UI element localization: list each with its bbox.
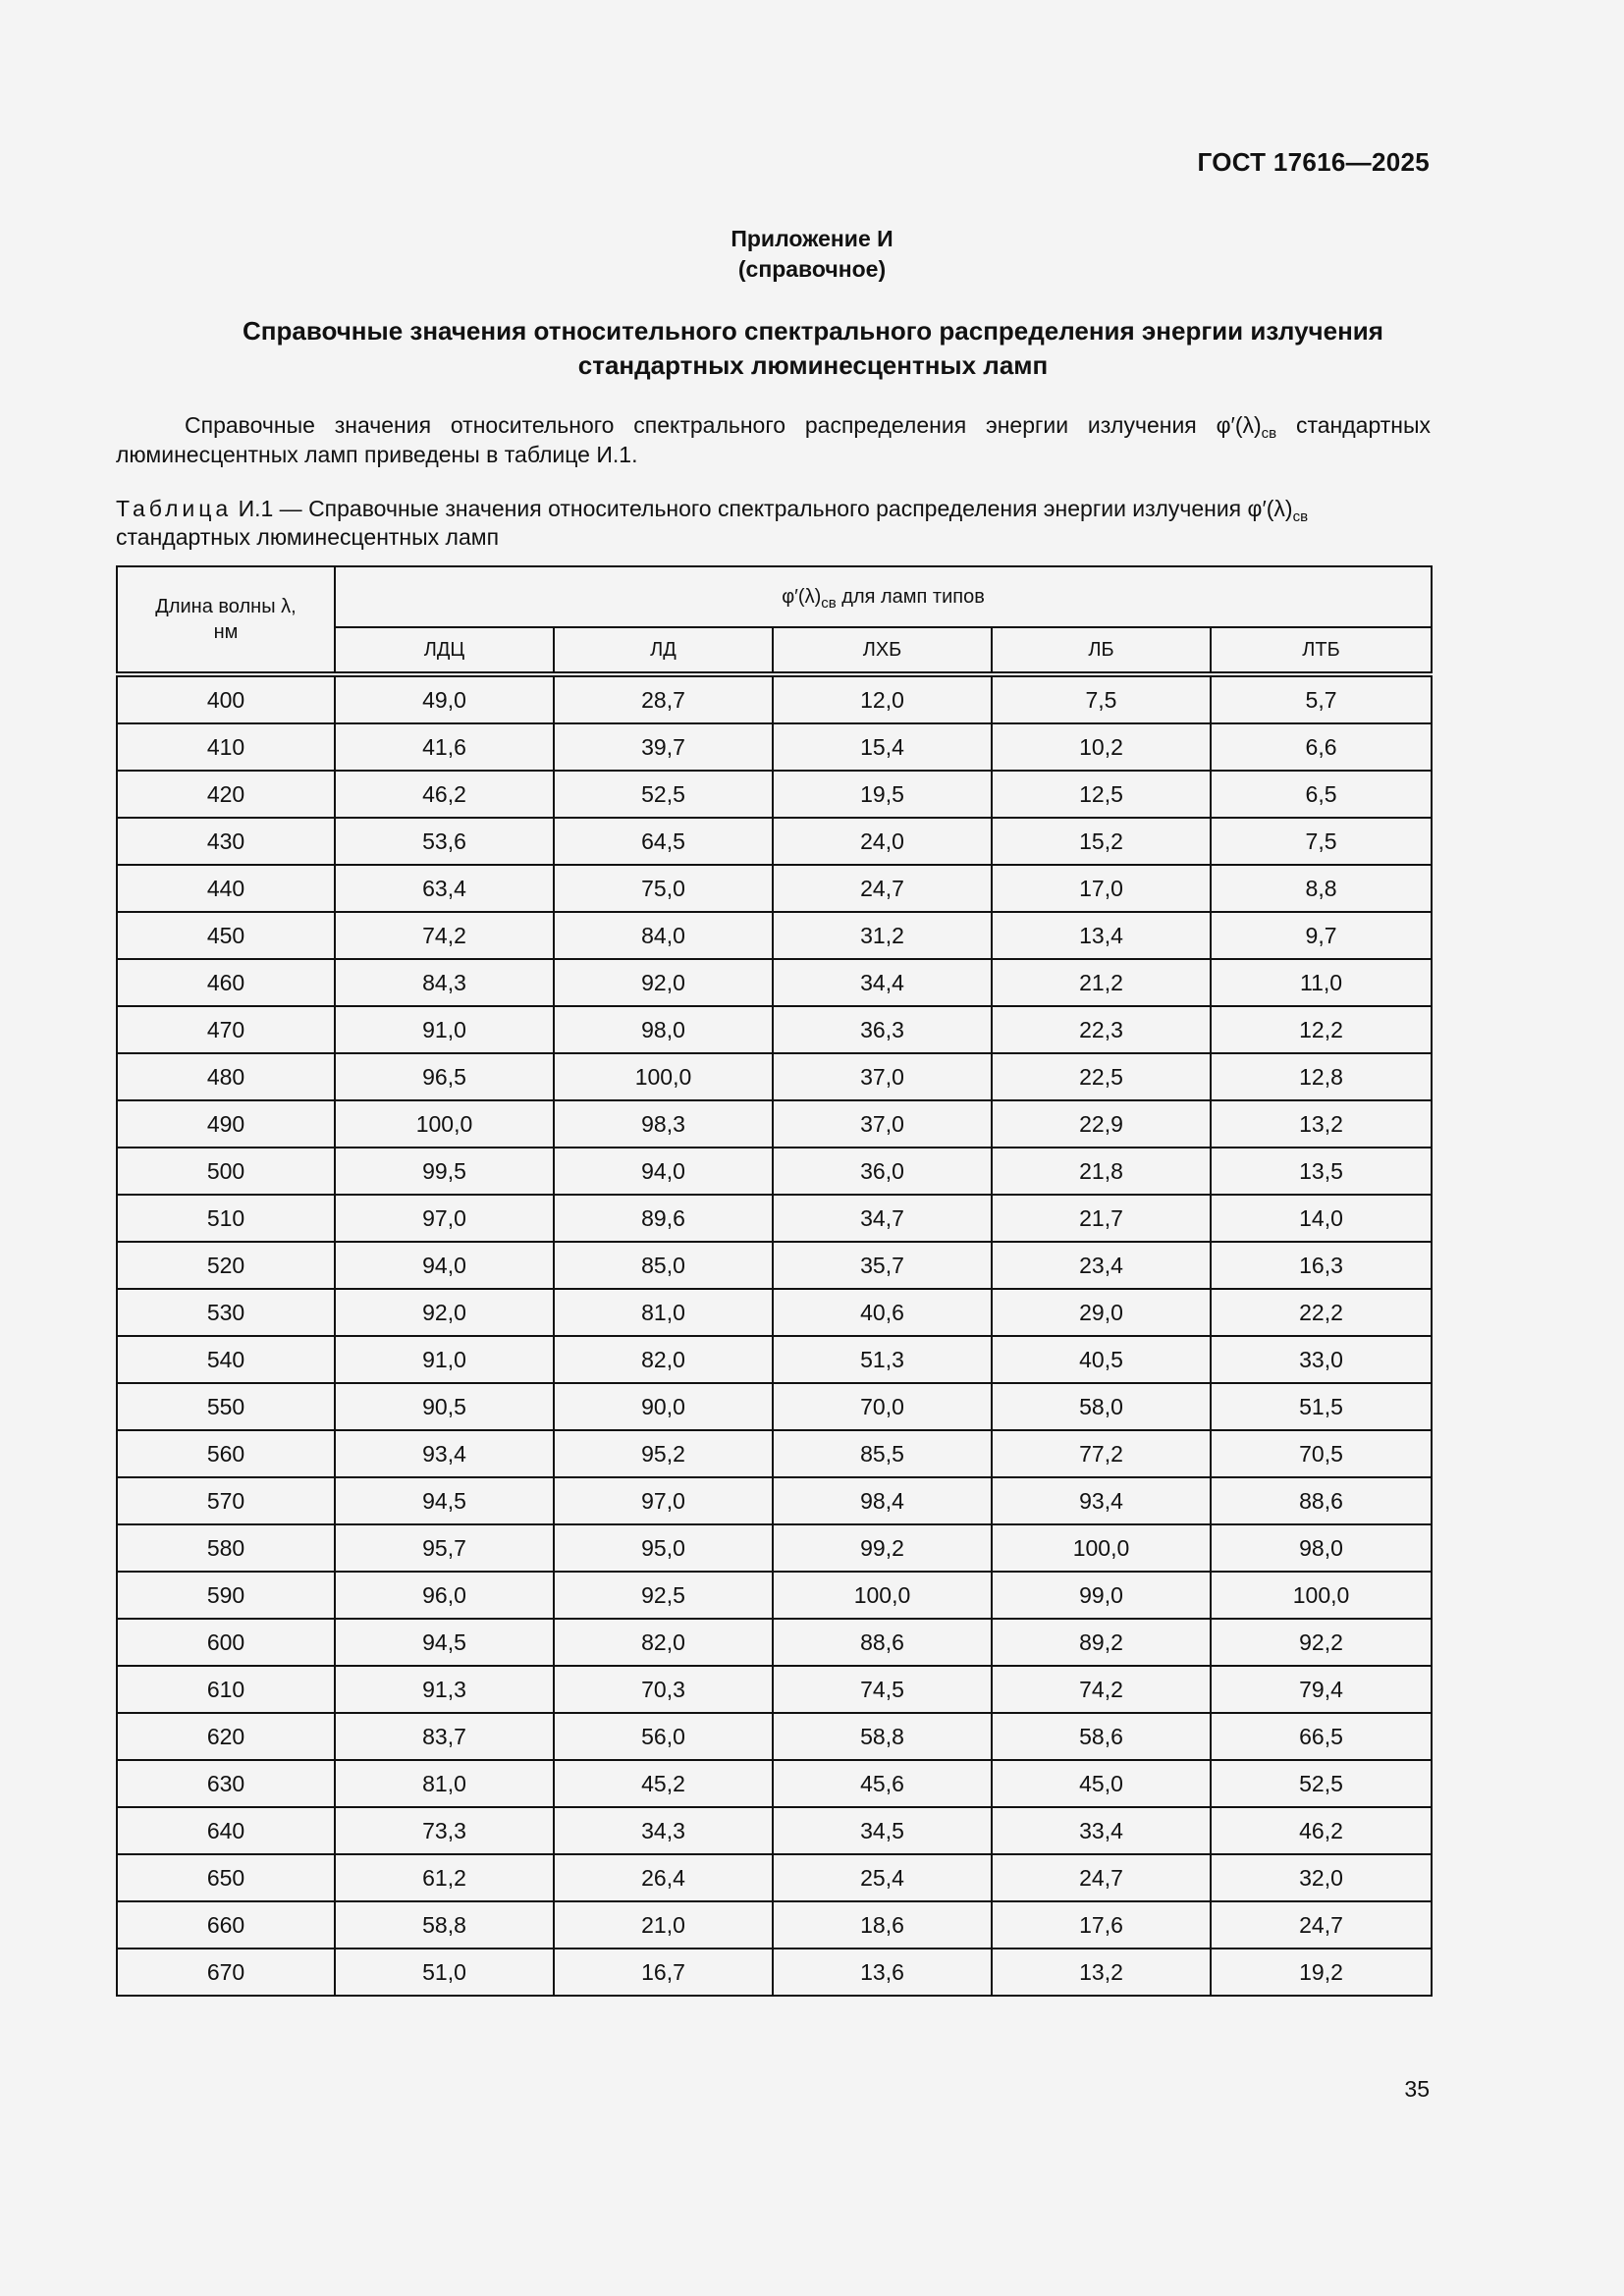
value-cell: 29,0: [992, 1289, 1211, 1336]
value-cell: 92,2: [1211, 1619, 1432, 1666]
wavelength-cell: 460: [117, 959, 335, 1006]
wavelength-cell: 500: [117, 1148, 335, 1195]
wavelength-cell: 600: [117, 1619, 335, 1666]
value-cell: 89,2: [992, 1619, 1211, 1666]
table-row: [117, 1430, 1432, 1477]
table-caption-text: И.1 — Справочные значения относительного спектрального распределения энергии излучения φ′(λ): [232, 496, 1293, 521]
value-cell: 45,0: [992, 1760, 1211, 1807]
table-caption-line2: стандартных люминесцентных ламп: [116, 524, 500, 550]
wavelength-cell: 620: [117, 1713, 335, 1760]
wavelength-header-line1: Длина волны λ,: [155, 596, 297, 617]
value-cell: 84,3: [335, 959, 554, 1006]
value-cell: 12,2: [1211, 1006, 1432, 1053]
lamp-types-header-subscript: св: [821, 594, 837, 612]
value-cell: 45,6: [773, 1760, 992, 1807]
column-header: ЛБ: [992, 627, 1211, 674]
value-cell: 99,5: [335, 1148, 554, 1195]
wavelength-cell: 650: [117, 1854, 335, 1901]
value-cell: 58,6: [992, 1713, 1211, 1760]
value-cell: 16,7: [554, 1949, 773, 1996]
value-cell: 56,0: [554, 1713, 773, 1760]
wavelength-cell: 570: [117, 1477, 335, 1524]
wavelength-cell: 560: [117, 1430, 335, 1477]
value-cell: 88,6: [773, 1619, 992, 1666]
table-row: [117, 1619, 1432, 1666]
value-cell: 97,0: [554, 1477, 773, 1524]
column-header: ЛДЦ: [335, 627, 554, 674]
value-cell: 49,0: [335, 674, 554, 723]
value-cell: 64,5: [554, 818, 773, 865]
table-row: [117, 1807, 1432, 1854]
value-cell: 51,5: [1211, 1383, 1432, 1430]
value-cell: 24,7: [773, 865, 992, 912]
value-cell: 51,3: [773, 1336, 992, 1383]
value-cell: 94,5: [335, 1477, 554, 1524]
value-cell: 6,5: [1211, 771, 1432, 818]
section-heading-line2: стандартных люминесцентных ламп: [577, 350, 1049, 380]
value-cell: 22,3: [992, 1006, 1211, 1053]
value-cell: 46,2: [1211, 1807, 1432, 1854]
table-row: [117, 912, 1432, 959]
value-cell: 94,5: [335, 1619, 554, 1666]
value-cell: 91,0: [335, 1336, 554, 1383]
wavelength-cell: 410: [117, 723, 335, 771]
appendix-heading: [0, 224, 1624, 285]
table-row: [117, 1477, 1432, 1524]
value-cell: 32,0: [1211, 1854, 1432, 1901]
value-cell: 7,5: [992, 674, 1211, 723]
wavelength-cell: 510: [117, 1195, 335, 1242]
value-cell: 61,2: [335, 1854, 554, 1901]
value-cell: 92,0: [335, 1289, 554, 1336]
value-cell: 74,5: [773, 1666, 992, 1713]
wavelength-cell: 590: [117, 1572, 335, 1619]
value-cell: 100,0: [335, 1100, 554, 1148]
value-cell: 91,3: [335, 1666, 554, 1713]
column-header: ЛХБ: [773, 627, 992, 674]
value-cell: 53,6: [335, 818, 554, 865]
value-cell: 36,0: [773, 1148, 992, 1195]
value-cell: 52,5: [1211, 1760, 1432, 1807]
value-cell: 98,0: [554, 1006, 773, 1053]
value-cell: 34,3: [554, 1807, 773, 1854]
value-cell: 94,0: [335, 1242, 554, 1289]
value-cell: 84,0: [554, 912, 773, 959]
value-cell: 90,5: [335, 1383, 554, 1430]
value-cell: 79,4: [1211, 1666, 1432, 1713]
value-cell: 18,6: [773, 1901, 992, 1949]
table-caption: [116, 495, 1431, 552]
value-cell: 34,4: [773, 959, 992, 1006]
value-cell: 16,3: [1211, 1242, 1432, 1289]
table-row: [117, 1949, 1432, 1996]
value-cell: 95,7: [335, 1524, 554, 1572]
value-cell: 33,4: [992, 1807, 1211, 1854]
value-cell: 70,0: [773, 1383, 992, 1430]
table-caption-label: Таблица: [116, 496, 233, 521]
value-cell: 24,7: [992, 1854, 1211, 1901]
lamp-types-header-phi: φ′(λ): [782, 585, 822, 608]
value-cell: 12,5: [992, 771, 1211, 818]
value-cell: 22,5: [992, 1053, 1211, 1100]
table-row: [117, 1524, 1432, 1572]
spectral-table: [116, 565, 1433, 1997]
value-cell: 8,8: [1211, 865, 1432, 912]
wavelength-cell: 400: [117, 674, 335, 723]
value-cell: 96,0: [335, 1572, 554, 1619]
value-cell: 82,0: [554, 1336, 773, 1383]
value-cell: 74,2: [335, 912, 554, 959]
wavelength-cell: 520: [117, 1242, 335, 1289]
value-cell: 34,5: [773, 1807, 992, 1854]
value-cell: 13,2: [1211, 1100, 1432, 1148]
value-cell: 9,7: [1211, 912, 1432, 959]
value-cell: 23,4: [992, 1242, 1211, 1289]
standard-designation: ГОСТ 17616—2025: [1197, 147, 1430, 177]
table-row: [117, 1006, 1432, 1053]
value-cell: 66,5: [1211, 1713, 1432, 1760]
value-cell: 14,0: [1211, 1195, 1432, 1242]
table-row: [117, 1289, 1432, 1336]
value-cell: 58,8: [335, 1901, 554, 1949]
appendix-type: (справочное): [737, 256, 887, 282]
value-cell: 89,6: [554, 1195, 773, 1242]
value-cell: 24,7: [1211, 1901, 1432, 1949]
value-cell: 63,4: [335, 865, 554, 912]
value-cell: 12,8: [1211, 1053, 1432, 1100]
value-cell: 21,0: [554, 1901, 773, 1949]
value-cell: 31,2: [773, 912, 992, 959]
wavelength-cell: 670: [117, 1949, 335, 1996]
value-cell: 35,7: [773, 1242, 992, 1289]
wavelength-cell: 540: [117, 1336, 335, 1383]
value-cell: 94,0: [554, 1148, 773, 1195]
table-row: [117, 674, 1432, 723]
intro-text-end: стандартных люминесцентных ламп приведены в таблице И.1.: [116, 412, 1431, 467]
wavelength-cell: 420: [117, 771, 335, 818]
value-cell: 90,0: [554, 1383, 773, 1430]
intro-text-start: Справочные значения относительного спектрального распределения энергии излучения φ′(λ): [185, 412, 1262, 438]
value-cell: 98,4: [773, 1477, 992, 1524]
value-cell: 99,2: [773, 1524, 992, 1572]
value-cell: 51,0: [335, 1949, 554, 1996]
table-row: [117, 865, 1432, 912]
value-cell: 98,3: [554, 1100, 773, 1148]
table-row: [117, 1195, 1432, 1242]
table-row: [117, 1336, 1432, 1383]
table-row: [117, 723, 1432, 771]
table-row: [117, 1713, 1432, 1760]
table-row: [117, 1760, 1432, 1807]
wavelength-cell: 430: [117, 818, 335, 865]
value-cell: 46,2: [335, 771, 554, 818]
value-cell: 37,0: [773, 1053, 992, 1100]
value-cell: 21,8: [992, 1148, 1211, 1195]
value-cell: 97,0: [335, 1195, 554, 1242]
value-cell: 5,7: [1211, 674, 1432, 723]
value-cell: 40,5: [992, 1336, 1211, 1383]
wavelength-cell: 440: [117, 865, 335, 912]
table-row: [117, 1901, 1432, 1949]
wavelength-cell: 490: [117, 1100, 335, 1148]
value-cell: 13,6: [773, 1949, 992, 1996]
value-cell: 13,2: [992, 1949, 1211, 1996]
value-cell: 6,6: [1211, 723, 1432, 771]
value-cell: 95,2: [554, 1430, 773, 1477]
value-cell: 75,0: [554, 865, 773, 912]
wavelength-cell: 580: [117, 1524, 335, 1572]
value-cell: 17,6: [992, 1901, 1211, 1949]
value-cell: 10,2: [992, 723, 1211, 771]
wavelength-cell: 610: [117, 1666, 335, 1713]
value-cell: 21,7: [992, 1195, 1211, 1242]
table-row: [117, 818, 1432, 865]
table-row: [117, 1100, 1432, 1148]
value-cell: 96,5: [335, 1053, 554, 1100]
wavelength-cell: 630: [117, 1760, 335, 1807]
value-cell: 24,0: [773, 818, 992, 865]
value-cell: 15,4: [773, 723, 992, 771]
value-cell: 15,2: [992, 818, 1211, 865]
value-cell: 33,0: [1211, 1336, 1432, 1383]
value-cell: 83,7: [335, 1713, 554, 1760]
lamp-types-header: [335, 566, 1432, 627]
value-cell: 95,0: [554, 1524, 773, 1572]
table-row: [117, 959, 1432, 1006]
lamp-types-header-text: для ламп типов: [836, 585, 985, 608]
section-heading: [116, 314, 1510, 383]
value-cell: 12,0: [773, 674, 992, 723]
wavelength-cell: 450: [117, 912, 335, 959]
value-cell: 93,4: [335, 1430, 554, 1477]
value-cell: 45,2: [554, 1760, 773, 1807]
value-cell: 52,5: [554, 771, 773, 818]
table-row: [117, 771, 1432, 818]
table-caption-subscript: св: [1292, 508, 1309, 525]
value-cell: 22,9: [992, 1100, 1211, 1148]
wavelength-header: [117, 566, 335, 674]
value-cell: 19,2: [1211, 1949, 1432, 1996]
intro-paragraph: [116, 410, 1431, 469]
value-cell: 36,3: [773, 1006, 992, 1053]
page-number: 35: [1404, 2076, 1430, 2102]
intro-subscript: св: [1261, 425, 1277, 442]
value-cell: 70,3: [554, 1666, 773, 1713]
value-cell: 81,0: [554, 1289, 773, 1336]
value-cell: 92,0: [554, 959, 773, 1006]
value-cell: 92,5: [554, 1572, 773, 1619]
table-row: [117, 1242, 1432, 1289]
value-cell: 41,6: [335, 723, 554, 771]
value-cell: 34,7: [773, 1195, 992, 1242]
value-cell: 17,0: [992, 865, 1211, 912]
wavelength-cell: 530: [117, 1289, 335, 1336]
value-cell: 58,8: [773, 1713, 992, 1760]
table-caption-line1: [116, 495, 1431, 523]
value-cell: 77,2: [992, 1430, 1211, 1477]
value-cell: 91,0: [335, 1006, 554, 1053]
table-row: [117, 1572, 1432, 1619]
value-cell: 40,6: [773, 1289, 992, 1336]
value-cell: 37,0: [773, 1100, 992, 1148]
value-cell: 22,2: [1211, 1289, 1432, 1336]
wavelength-cell: 660: [117, 1901, 335, 1949]
table-row: [117, 1854, 1432, 1901]
wavelength-cell: 640: [117, 1807, 335, 1854]
value-cell: 100,0: [773, 1572, 992, 1619]
value-cell: 7,5: [1211, 818, 1432, 865]
wavelength-cell: 550: [117, 1383, 335, 1430]
table-row: [117, 1053, 1432, 1100]
value-cell: 26,4: [554, 1854, 773, 1901]
value-cell: 13,4: [992, 912, 1211, 959]
value-cell: 21,2: [992, 959, 1211, 1006]
section-heading-line1: Справочные значения относительного спектрального распределения энергии излучения: [243, 316, 1383, 346]
value-cell: 100,0: [554, 1053, 773, 1100]
value-cell: 85,0: [554, 1242, 773, 1289]
value-cell: 81,0: [335, 1760, 554, 1807]
table-row: [117, 1383, 1432, 1430]
value-cell: 11,0: [1211, 959, 1432, 1006]
wavelength-cell: 470: [117, 1006, 335, 1053]
table-row: [117, 1666, 1432, 1713]
value-cell: 85,5: [773, 1430, 992, 1477]
value-cell: 25,4: [773, 1854, 992, 1901]
value-cell: 58,0: [992, 1383, 1211, 1430]
wavelength-header-line2: нм: [213, 621, 239, 643]
value-cell: 73,3: [335, 1807, 554, 1854]
value-cell: 99,0: [992, 1572, 1211, 1619]
value-cell: 70,5: [1211, 1430, 1432, 1477]
column-header: ЛТБ: [1211, 627, 1432, 674]
value-cell: 82,0: [554, 1619, 773, 1666]
value-cell: 98,0: [1211, 1524, 1432, 1572]
value-cell: 88,6: [1211, 1477, 1432, 1524]
column-header: ЛД: [554, 627, 773, 674]
value-cell: 100,0: [1211, 1572, 1432, 1619]
value-cell: 13,5: [1211, 1148, 1432, 1195]
value-cell: 28,7: [554, 674, 773, 723]
wavelength-cell: 480: [117, 1053, 335, 1100]
table-row: [117, 1148, 1432, 1195]
value-cell: 19,5: [773, 771, 992, 818]
appendix-title: Приложение И: [731, 226, 893, 251]
value-cell: 39,7: [554, 723, 773, 771]
value-cell: 93,4: [992, 1477, 1211, 1524]
value-cell: 74,2: [992, 1666, 1211, 1713]
value-cell: 100,0: [992, 1524, 1211, 1572]
